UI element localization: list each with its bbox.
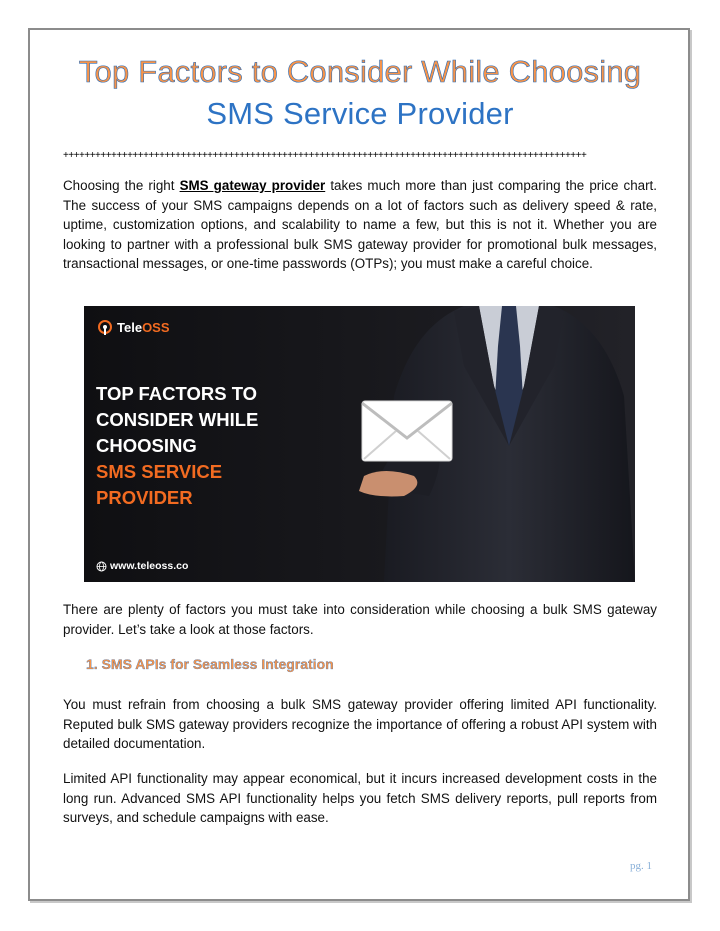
api-paragraph-2: Limited API functionality may appear economical, but it incurs increased development costs in the long run. Advanced SMS API functionality helps you fetch SMS delivery reports, pull reports from surveys, and schedule campaigns with ease. [63,771,657,825]
logo-oss: OSS [142,319,170,335]
banner-website [96,560,188,572]
banner-line3: CHOOSING [96,435,197,456]
intro-paragraph [63,176,657,274]
banner-website-text: www.teleoss.co [110,560,189,572]
banner-line4: SMS SERVICE [96,461,223,482]
globe-icon [96,561,107,572]
intro-text-start: Choosing the right [63,178,180,193]
banner-line5: PROVIDER [96,487,193,508]
logo-tele: Tele [117,319,143,335]
factors-intro-paragraph: There are plenty of factors you must take into consideration while choosing a bulk SMS gateway provider. Let’s take a look at those factors. [63,602,657,637]
sms-gateway-provider-link[interactable]: SMS gateway provider [179,178,326,193]
document-title-line2: SMS Service Provider [206,96,514,131]
banner-image [84,306,635,582]
api-paragraph-1: You must refrain from choosing a bulk SMS gateway provider offering limited API functionality. Reputed bulk SMS gateway providers recognize the importance of offering a robust API system with detailed documentation. [63,697,657,751]
envelope-icon [362,401,452,461]
banner-line2: CONSIDER WHILE [96,409,259,430]
section-heading-sms-apis: 1. SMS APIs for Seamless Integration [86,656,334,672]
logo-icon [96,318,114,336]
banner-headline [96,381,326,511]
banner-line1: TOP FACTORS TO [96,383,258,404]
separator-line: ++++++++++++++++++++++++++++++++++++++++++++++++++++++++++++++++++++++++++++++++++++++++++++++++++ [63,150,587,161]
teleoss-logo [96,318,170,336]
intro-text-end: takes much more than just comparing the price chart. The success of your SMS campaigns depends on a lot of factors such as delivery speed & rate, uptime, customization options, and scalability to name a few, but this is not it. Whether you are looking to partner with a professional bulk SMS gateway provider for promotional bulk messages, transactional messages, or one-time passwords (OTPs); you must make a careful choice. [63,178,657,271]
page-number: pg. 1 [630,860,652,872]
document-title-line1: Top Factors to Consider While Choosing [78,54,642,89]
